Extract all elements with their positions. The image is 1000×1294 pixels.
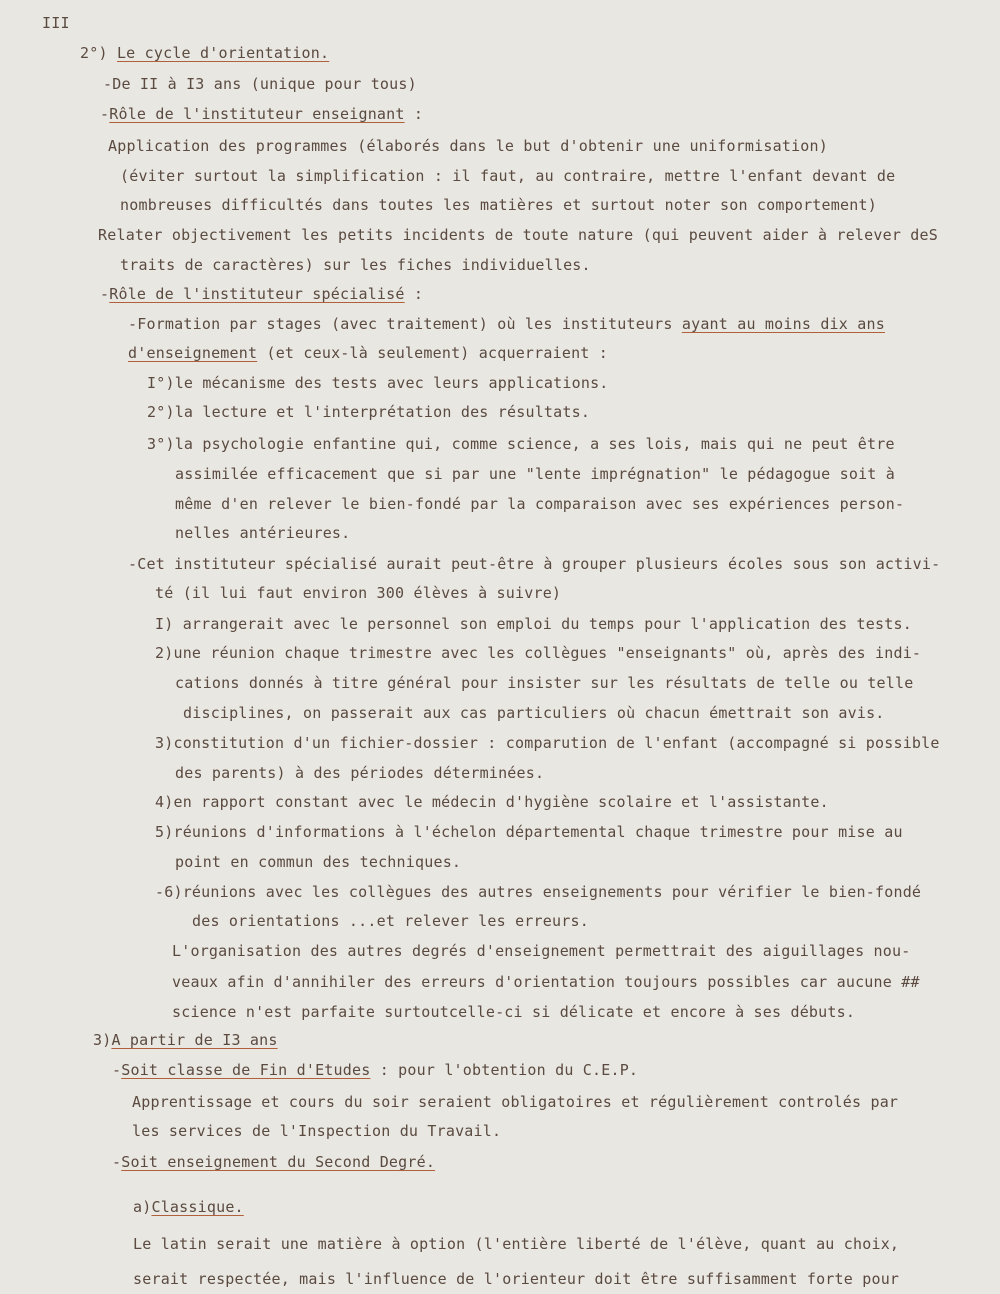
text-span: des parents) à des périodes déterminées. [175,764,545,782]
text-span: Relater objectivement les petits incidents de toute nature (qui peuvent aider à relever deS [98,226,938,244]
section-heading [93,1031,278,1049]
text-line [175,495,904,513]
text-span: 3)constitution d'un fichier-dossier : comparution de l'enfant (accompagné si possible [155,734,940,752]
text-line [155,584,561,602]
text-span: 4)en rapport constant avec le médecin d'hygiène scolaire et l'assistante. [155,793,829,811]
text-span: 2°)la lecture et l'interprétation des résultats. [147,403,591,421]
text-line [128,315,885,333]
text-span: 2°) [80,44,117,62]
text-span: assimilée efficacement que si par une "lente imprégnation" le pédagogue soit à [175,465,895,483]
text-line [132,1093,898,1111]
text-span: - [112,1153,122,1171]
text-span: I) arrangerait avec le personnel son emploi du temps pour l'application des tests. [155,615,912,633]
section-heading [80,44,329,62]
text-span: (et ceux-là seulement) acquerraient : [257,344,609,362]
text-span: 5)réunions d'informations à l'échelon départemental chaque trimestre pour mise au [155,823,903,841]
text-span: Le latin serait une matière à option (l'entière liberté de l'élève, quant au choix, [133,1235,900,1253]
text-line [192,912,589,930]
text-span: : [404,285,424,303]
underlined-text: Rôle de l'instituteur spécialisé [109,285,405,303]
text-line [155,615,912,633]
text-line [175,524,350,542]
text-line [175,764,544,782]
text-span: serait respectée, mais l'influence de l'orienteur doit être suffisamment forte pour [133,1270,900,1288]
text-line [172,942,910,960]
text-line [120,196,877,214]
text-line [172,973,920,991]
text-line [103,75,417,93]
text-line [147,374,609,392]
text-span: (éviter surtout la simplification : il faut, au contraire, mettre l'enfant devant de [120,167,896,185]
text-span: -Formation par stages (avec traitement) où les instituteurs [128,315,682,333]
underlined-text: Rôle de l'instituteur enseignant [109,105,405,123]
text-span: traits de caractères) sur les fiches individuelles. [120,256,591,274]
underlined-text: Classique. [151,1198,244,1216]
text-line [175,853,461,871]
text-line [155,644,921,662]
underlined-text: Le cycle d'orientation. [116,44,330,62]
underlined-text: A partir de I3 ans [111,1031,278,1049]
text-line [155,883,921,901]
text-span: science n'est parfaite surtoutcelle-ci si délicate et encore à ses débuts. [172,1003,856,1021]
text-span: les services de l'Inspection du Travail. [132,1122,502,1140]
text-line [147,403,590,421]
text-span: même d'en relever le bien-fondé par la comparaison avec ses expériences person- [175,495,905,513]
text-line [112,1061,638,1079]
text-line [172,1003,855,1021]
text-span: 3°)la psychologie enfantine qui, comme science, a ses lois, mais qui ne peut être [147,435,895,453]
text-span: L'organisation des autres degrés d'enseignement permettrait des aiguillages nou- [172,942,911,960]
text-line [175,674,913,692]
text-line [147,435,895,453]
text-span: point en commun des techniques. [175,853,462,871]
text-line [108,137,828,155]
text-line [120,167,895,185]
text-line [132,1122,501,1140]
text-span: 2)une réunion chaque trimestre avec les collègues "enseignants" où, après des indi- [155,644,922,662]
text-span: -De II à I3 ans (unique pour tous) [103,75,417,93]
section-heading [100,105,423,123]
text-line [183,704,885,722]
text-line [155,823,903,841]
text-span: cations donnés à titre général pour insister sur les résultats de telle ou telle [175,674,914,692]
text-span: veaux afin d'annihiler des erreurs d'orientation toujours possibles car aucune ## [172,973,920,991]
text-line [120,256,591,274]
page-number: III [42,14,70,32]
text-line [175,465,895,483]
text-span: Apprentissage et cours du soir seraient obligatoires et régulièrement controlés par [132,1093,899,1111]
text-span: 3) [93,1031,112,1049]
text-span: Application des programmes (élaborés dans le but d'obtenir une uniformisation) [108,137,828,155]
text-span: - [112,1061,122,1079]
text-span: -Cet instituteur spécialisé aurait peut-être à grouper plusieurs écoles sous son activi- [128,555,941,573]
text-span: : [404,105,424,123]
text-line [98,226,938,244]
section-heading [133,1198,244,1216]
text-span: des orientations ...et relever les erreurs. [192,912,589,930]
text-line [112,1153,435,1171]
text-span: té (il lui faut environ 300 élèves à suivre) [155,584,562,602]
text-span: I°)le mécanisme des tests avec leurs applications. [147,374,609,392]
underlined-text: Soit classe de Fin d'Etudes [121,1061,371,1079]
text-line [128,555,940,573]
text-span: disciplines, on passerait aux cas particuliers où chacun émettrait son avis. [183,704,885,722]
underlined-text: Soit enseignement du Second Degré. [121,1153,436,1171]
text-span: : pour l'obtention du C.E.P. [370,1061,639,1079]
text-line [155,793,829,811]
text-span: nombreuses difficultés dans toutes les matières et surtout noter son comportement) [120,196,877,214]
text-line [155,734,940,752]
section-heading [100,285,423,303]
text-span: - [100,285,110,303]
text-span: a) [133,1198,152,1216]
text-line [128,344,608,362]
underlined-text: ayant au moins dix ans [681,315,885,333]
underlined-text: d'enseignement [128,344,258,362]
text-line [133,1235,899,1253]
text-span: - [100,105,110,123]
text-span: nelles antérieures. [175,524,351,542]
text-line [133,1270,899,1288]
text-span: -6)réunions avec les collègues des autres enseignements pour vérifier le bien-fondé [155,883,922,901]
